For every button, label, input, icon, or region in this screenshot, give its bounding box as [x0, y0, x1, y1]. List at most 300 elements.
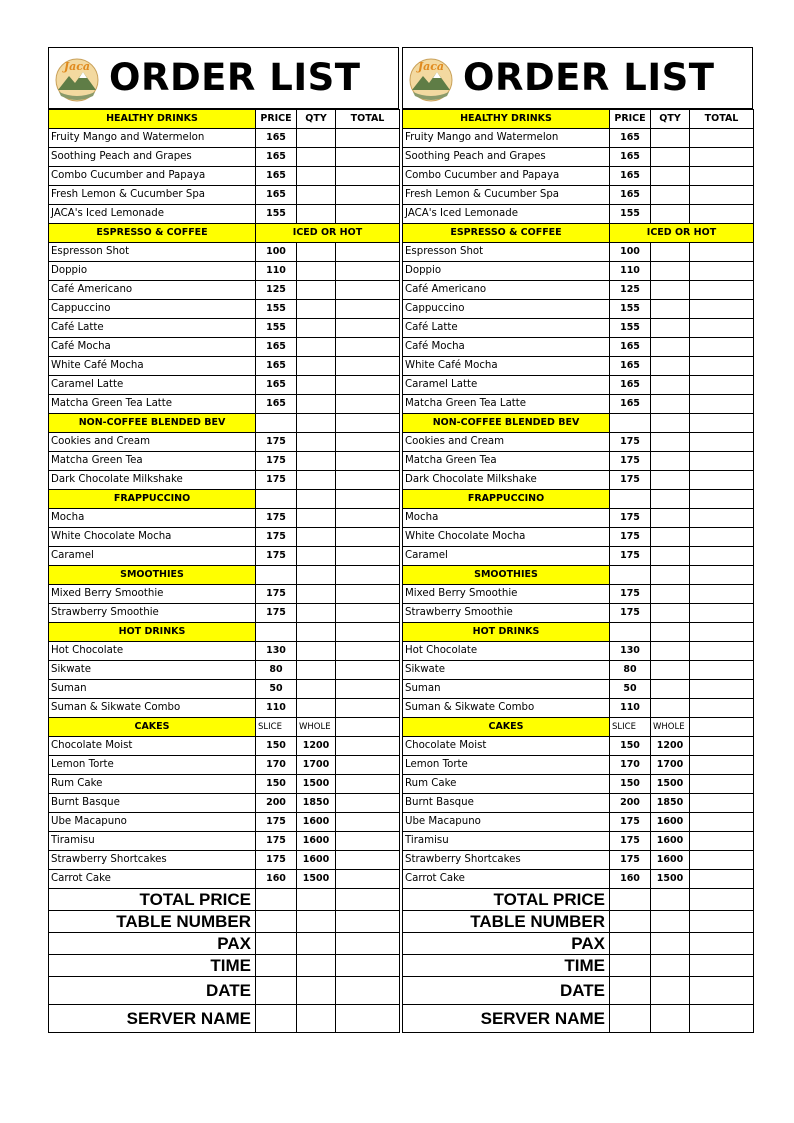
total-field[interactable]	[690, 243, 754, 262]
total-field[interactable]	[336, 813, 400, 832]
item-name: Cappuccino	[49, 300, 256, 319]
menu-item-row	[49, 281, 400, 300]
item-price: 130	[256, 642, 297, 661]
menu-item-row	[403, 604, 754, 623]
item-name: JACA's Iced Lemonade	[49, 205, 256, 224]
total-field[interactable]	[690, 319, 754, 338]
section-healthy-drinks	[49, 110, 400, 129]
date-field[interactable]	[256, 977, 297, 1005]
qty-field[interactable]	[297, 395, 336, 414]
section-title: HEALTHY DRINKS	[49, 110, 256, 129]
menu-item-row	[49, 680, 400, 699]
menu-item-row	[403, 205, 754, 224]
item-price: 175	[256, 433, 297, 452]
total-field[interactable]	[336, 395, 400, 414]
sheet-header	[402, 47, 753, 109]
total-field[interactable]	[336, 604, 400, 623]
slice-price: 150	[256, 775, 297, 794]
menu-item-row	[403, 148, 754, 167]
server-name-field[interactable]	[256, 1005, 297, 1033]
table-number-label: TABLE NUMBER	[403, 911, 610, 933]
item-price: 175	[610, 604, 651, 623]
qty-field[interactable]	[297, 547, 336, 566]
total-field[interactable]	[690, 547, 754, 566]
whole-price: 1500	[651, 775, 690, 794]
time-label: TIME	[403, 955, 610, 977]
total-field[interactable]	[336, 547, 400, 566]
item-name: Matcha Green Tea	[49, 452, 256, 471]
item-name: Rum Cake	[49, 775, 256, 794]
qty-field[interactable]	[651, 471, 690, 490]
item-name: Soothing Peach and Grapes	[49, 148, 256, 167]
item-name: Café Mocha	[403, 338, 610, 357]
total-field[interactable]	[336, 319, 400, 338]
server-name-field[interactable]	[610, 1005, 651, 1033]
time-field[interactable]	[256, 955, 297, 977]
total-field[interactable]	[690, 604, 754, 623]
total-field[interactable]	[336, 376, 400, 395]
item-price: 175	[256, 471, 297, 490]
menu-item-row	[403, 300, 754, 319]
whole-header: WHOLE	[651, 718, 690, 737]
section-title: NON-COFFEE BLENDED BEV	[49, 414, 256, 433]
pax-label: PAX	[49, 933, 256, 955]
time-label: TIME	[49, 955, 256, 977]
menu-item-row	[49, 585, 400, 604]
item-name: Café Latte	[49, 319, 256, 338]
item-price: 155	[256, 205, 297, 224]
whole-price: 1850	[297, 794, 336, 813]
qty-field[interactable]	[297, 129, 336, 148]
qty-field[interactable]	[297, 471, 336, 490]
server-name-label: SERVER NAME	[403, 1005, 610, 1033]
total-field[interactable]	[690, 376, 754, 395]
total-field[interactable]	[690, 775, 754, 794]
cake-item-row	[49, 756, 400, 775]
qty-field[interactable]	[651, 129, 690, 148]
qty-field[interactable]	[651, 585, 690, 604]
total-price-field[interactable]	[610, 889, 651, 911]
item-price: 165	[256, 186, 297, 205]
whole-price: 1600	[297, 832, 336, 851]
item-name: Chocolate Moist	[49, 737, 256, 756]
menu-item-row	[403, 186, 754, 205]
total-field[interactable]	[336, 433, 400, 452]
item-name: Lemon Torte	[403, 756, 610, 775]
item-price: 165	[256, 395, 297, 414]
total-field[interactable]	[690, 680, 754, 699]
menu-item-row	[49, 699, 400, 718]
menu-item-row	[49, 547, 400, 566]
qty-field[interactable]	[297, 300, 336, 319]
table-number-field[interactable]	[610, 911, 651, 933]
total-field[interactable]	[690, 452, 754, 471]
qty-field[interactable]	[651, 186, 690, 205]
total-field[interactable]	[690, 756, 754, 775]
total-field[interactable]	[690, 528, 754, 547]
server-name-row	[49, 1005, 400, 1033]
qty-field[interactable]	[297, 148, 336, 167]
total-field[interactable]	[336, 680, 400, 699]
jaca-logo-icon	[55, 56, 99, 104]
qty-field[interactable]	[651, 319, 690, 338]
item-price: 110	[610, 262, 651, 281]
item-name: Fresh Lemon & Cucumber Spa	[403, 186, 610, 205]
menu-item-row	[403, 129, 754, 148]
qty-field[interactable]	[651, 262, 690, 281]
menu-item-row	[403, 471, 754, 490]
item-price: 165	[610, 338, 651, 357]
item-name: Caramel Latte	[403, 376, 610, 395]
order-table	[48, 109, 400, 1033]
item-price: 155	[610, 300, 651, 319]
total-field[interactable]	[336, 699, 400, 718]
time-row	[49, 955, 400, 977]
cake-item-row	[49, 851, 400, 870]
item-price: 50	[610, 680, 651, 699]
qty-field[interactable]	[297, 338, 336, 357]
whole-price: 1200	[651, 737, 690, 756]
total-field[interactable]	[336, 129, 400, 148]
pax-row	[49, 933, 400, 955]
qty-field[interactable]	[651, 509, 690, 528]
menu-item-row	[403, 699, 754, 718]
item-name: Lemon Torte	[49, 756, 256, 775]
total-field[interactable]	[336, 737, 400, 756]
item-price: 165	[256, 148, 297, 167]
qty-field[interactable]	[297, 509, 336, 528]
qty-field[interactable]	[297, 319, 336, 338]
qty-field[interactable]	[651, 205, 690, 224]
total-field[interactable]	[690, 395, 754, 414]
total-field[interactable]	[690, 148, 754, 167]
total-field[interactable]	[336, 509, 400, 528]
server-name-label: SERVER NAME	[49, 1005, 256, 1033]
menu-item-row	[403, 680, 754, 699]
whole-price: 1500	[297, 775, 336, 794]
slice-header: SLICE	[610, 718, 651, 737]
qty-field[interactable]	[651, 433, 690, 452]
menu-item-row	[49, 319, 400, 338]
whole-price: 1850	[651, 794, 690, 813]
qty-field[interactable]	[297, 357, 336, 376]
item-price: 100	[256, 243, 297, 262]
item-name: Cappuccino	[403, 300, 610, 319]
item-name: White Café Mocha	[49, 357, 256, 376]
whole-price: 1700	[297, 756, 336, 775]
cake-item-row	[49, 794, 400, 813]
section-subtitle: ICED OR HOT	[256, 224, 400, 243]
total-field[interactable]	[690, 794, 754, 813]
qty-field[interactable]	[297, 281, 336, 300]
item-name: Ube Macapuno	[403, 813, 610, 832]
whole-price: 1500	[651, 870, 690, 889]
whole-price: 1600	[651, 832, 690, 851]
item-price: 50	[256, 680, 297, 699]
qty-field[interactable]	[297, 528, 336, 547]
item-name: Café Americano	[403, 281, 610, 300]
qty-field[interactable]	[297, 452, 336, 471]
total-field[interactable]	[690, 205, 754, 224]
item-name: Ube Macapuno	[49, 813, 256, 832]
total-price-field[interactable]	[256, 889, 297, 911]
item-name: Caramel Latte	[49, 376, 256, 395]
whole-price: 1200	[297, 737, 336, 756]
total-field[interactable]	[690, 357, 754, 376]
item-name: Tiramisu	[49, 832, 256, 851]
total-field[interactable]	[690, 585, 754, 604]
qty-field[interactable]	[297, 262, 336, 281]
menu-item-row	[49, 300, 400, 319]
date-row	[403, 977, 754, 1005]
menu-item-row	[403, 376, 754, 395]
qty-field[interactable]	[651, 680, 690, 699]
item-price: 155	[610, 319, 651, 338]
item-name: Hot Chocolate	[49, 642, 256, 661]
menu-item-row	[403, 509, 754, 528]
total-field[interactable]	[690, 813, 754, 832]
pax-field[interactable]	[256, 933, 297, 955]
total-field[interactable]	[690, 300, 754, 319]
qty-field[interactable]	[297, 186, 336, 205]
qty-field[interactable]	[297, 642, 336, 661]
item-price: 165	[256, 376, 297, 395]
table-number-label: TABLE NUMBER	[49, 911, 256, 933]
item-name: Suman & Sikwate Combo	[49, 699, 256, 718]
cake-item-row	[403, 737, 754, 756]
qty-field[interactable]	[651, 281, 690, 300]
item-name: Caramel	[49, 547, 256, 566]
total-field[interactable]	[690, 129, 754, 148]
item-name: Sikwate	[403, 661, 610, 680]
qty-field[interactable]	[651, 338, 690, 357]
qty-field[interactable]	[651, 376, 690, 395]
section-title: SMOOTHIES	[49, 566, 256, 585]
sheet-header	[48, 47, 399, 109]
item-name: Burnt Basque	[49, 794, 256, 813]
qty-field[interactable]	[297, 585, 336, 604]
item-name: Espresson Shot	[403, 243, 610, 262]
cake-item-row	[403, 794, 754, 813]
item-name: Strawberry Shortcakes	[403, 851, 610, 870]
total-field[interactable]	[690, 870, 754, 889]
item-name: Chocolate Moist	[403, 737, 610, 756]
cake-item-row	[49, 870, 400, 889]
qty-field[interactable]	[651, 357, 690, 376]
item-name: Suman	[403, 680, 610, 699]
cake-item-row	[403, 756, 754, 775]
item-price: 175	[610, 509, 651, 528]
cake-item-row	[403, 832, 754, 851]
qty-field[interactable]	[651, 300, 690, 319]
total-field[interactable]	[336, 262, 400, 281]
qty-field[interactable]	[651, 148, 690, 167]
table-number-row	[49, 911, 400, 933]
item-name: Mixed Berry Smoothie	[49, 585, 256, 604]
menu-item-row	[403, 528, 754, 547]
page-title: ORDER LIST	[463, 56, 715, 99]
total-field[interactable]	[690, 167, 754, 186]
menu-item-row	[403, 661, 754, 680]
item-price: 165	[610, 148, 651, 167]
total-field[interactable]	[690, 262, 754, 281]
total-field[interactable]	[336, 167, 400, 186]
qty-header: QTY	[297, 110, 336, 129]
section-title: SMOOTHIES	[403, 566, 610, 585]
slice-price: 160	[610, 870, 651, 889]
total-field[interactable]	[690, 661, 754, 680]
item-price: 165	[610, 129, 651, 148]
total-field[interactable]	[336, 528, 400, 547]
whole-price: 1600	[297, 851, 336, 870]
total-field[interactable]	[690, 509, 754, 528]
qty-field[interactable]	[651, 452, 690, 471]
total-field[interactable]	[690, 471, 754, 490]
total-field[interactable]	[336, 452, 400, 471]
qty-field[interactable]	[651, 167, 690, 186]
total-field[interactable]	[336, 243, 400, 262]
cake-item-row	[403, 775, 754, 794]
date-field[interactable]	[610, 977, 651, 1005]
item-name: Soothing Peach and Grapes	[403, 148, 610, 167]
menu-item-row	[49, 528, 400, 547]
section-title: ESPRESSO & COFFEE	[49, 224, 256, 243]
menu-item-row	[403, 395, 754, 414]
total-field[interactable]	[690, 642, 754, 661]
total-field[interactable]	[690, 737, 754, 756]
qty-field[interactable]	[651, 243, 690, 262]
qty-field[interactable]	[651, 699, 690, 718]
item-name: Sikwate	[49, 661, 256, 680]
cake-item-row	[49, 813, 400, 832]
item-price: 175	[256, 547, 297, 566]
menu-item-row	[403, 243, 754, 262]
total-field[interactable]	[336, 338, 400, 357]
menu-item-row	[49, 604, 400, 623]
menu-item-row	[49, 471, 400, 490]
item-price: 175	[256, 585, 297, 604]
item-name: Doppio	[49, 262, 256, 281]
total-field[interactable]	[336, 281, 400, 300]
total-field[interactable]	[336, 642, 400, 661]
qty-field[interactable]	[651, 528, 690, 547]
menu-item-row	[49, 661, 400, 680]
total-field[interactable]	[690, 851, 754, 870]
menu-item-row	[49, 262, 400, 281]
slice-price: 175	[610, 813, 651, 832]
qty-field[interactable]	[297, 699, 336, 718]
item-price: 165	[610, 376, 651, 395]
total-field[interactable]	[336, 870, 400, 889]
qty-field[interactable]	[297, 680, 336, 699]
section-cakes	[403, 718, 754, 737]
pax-field[interactable]	[610, 933, 651, 955]
item-name: Mocha	[403, 509, 610, 528]
item-name: Strawberry Smoothie	[403, 604, 610, 623]
menu-item-row	[49, 452, 400, 471]
total-field[interactable]	[336, 794, 400, 813]
item-price: 155	[256, 300, 297, 319]
qty-field[interactable]	[297, 376, 336, 395]
total-field[interactable]	[336, 832, 400, 851]
item-name: White Café Mocha	[403, 357, 610, 376]
qty-field[interactable]	[651, 642, 690, 661]
item-name: Fruity Mango and Watermelon	[49, 129, 256, 148]
total-field[interactable]	[336, 661, 400, 680]
item-name: Fresh Lemon & Cucumber Spa	[49, 186, 256, 205]
qty-field[interactable]	[651, 604, 690, 623]
qty-field[interactable]	[651, 661, 690, 680]
item-name: Burnt Basque	[403, 794, 610, 813]
section-espresso-coffee	[49, 224, 400, 243]
item-name: Carrot Cake	[403, 870, 610, 889]
menu-item-row	[49, 642, 400, 661]
item-price: 165	[256, 357, 297, 376]
total-field[interactable]	[336, 300, 400, 319]
total-field[interactable]	[336, 148, 400, 167]
item-price: 125	[256, 281, 297, 300]
total-field[interactable]	[336, 205, 400, 224]
qty-field[interactable]	[297, 604, 336, 623]
qty-field[interactable]	[651, 395, 690, 414]
item-price: 175	[610, 471, 651, 490]
menu-item-row	[403, 452, 754, 471]
total-field[interactable]	[336, 471, 400, 490]
qty-field[interactable]	[297, 243, 336, 262]
total-field[interactable]	[336, 186, 400, 205]
qty-field[interactable]	[297, 433, 336, 452]
qty-field[interactable]	[297, 167, 336, 186]
total-field[interactable]	[690, 186, 754, 205]
total-field[interactable]	[690, 433, 754, 452]
section-subtitle: ICED OR HOT	[610, 224, 754, 243]
total-field[interactable]	[690, 832, 754, 851]
total-field[interactable]	[336, 756, 400, 775]
total-field[interactable]	[336, 585, 400, 604]
qty-field[interactable]	[651, 547, 690, 566]
qty-field[interactable]	[297, 661, 336, 680]
section-espresso-coffee	[403, 224, 754, 243]
qty-header: QTY	[651, 110, 690, 129]
total-header: TOTAL	[690, 110, 754, 129]
time-field[interactable]	[610, 955, 651, 977]
slice-price: 175	[610, 832, 651, 851]
item-price: 165	[610, 167, 651, 186]
section-non-coffee	[49, 414, 400, 433]
item-price: 175	[256, 452, 297, 471]
total-price-label: TOTAL PRICE	[49, 889, 256, 911]
total-field[interactable]	[690, 281, 754, 300]
item-name: Combo Cucumber and Papaya	[403, 167, 610, 186]
total-field[interactable]	[336, 775, 400, 794]
qty-field[interactable]	[297, 205, 336, 224]
menu-item-row	[49, 129, 400, 148]
total-field[interactable]	[336, 357, 400, 376]
total-field[interactable]	[336, 851, 400, 870]
slice-price: 150	[610, 737, 651, 756]
cake-item-row	[49, 737, 400, 756]
logo-text: Jaca	[63, 60, 91, 73]
cake-item-row	[403, 870, 754, 889]
total-field[interactable]	[690, 338, 754, 357]
slice-price: 160	[256, 870, 297, 889]
total-field[interactable]	[690, 699, 754, 718]
item-name: Suman & Sikwate Combo	[403, 699, 610, 718]
item-name: Rum Cake	[403, 775, 610, 794]
item-price: 125	[610, 281, 651, 300]
table-number-field[interactable]	[256, 911, 297, 933]
slice-price: 170	[610, 756, 651, 775]
